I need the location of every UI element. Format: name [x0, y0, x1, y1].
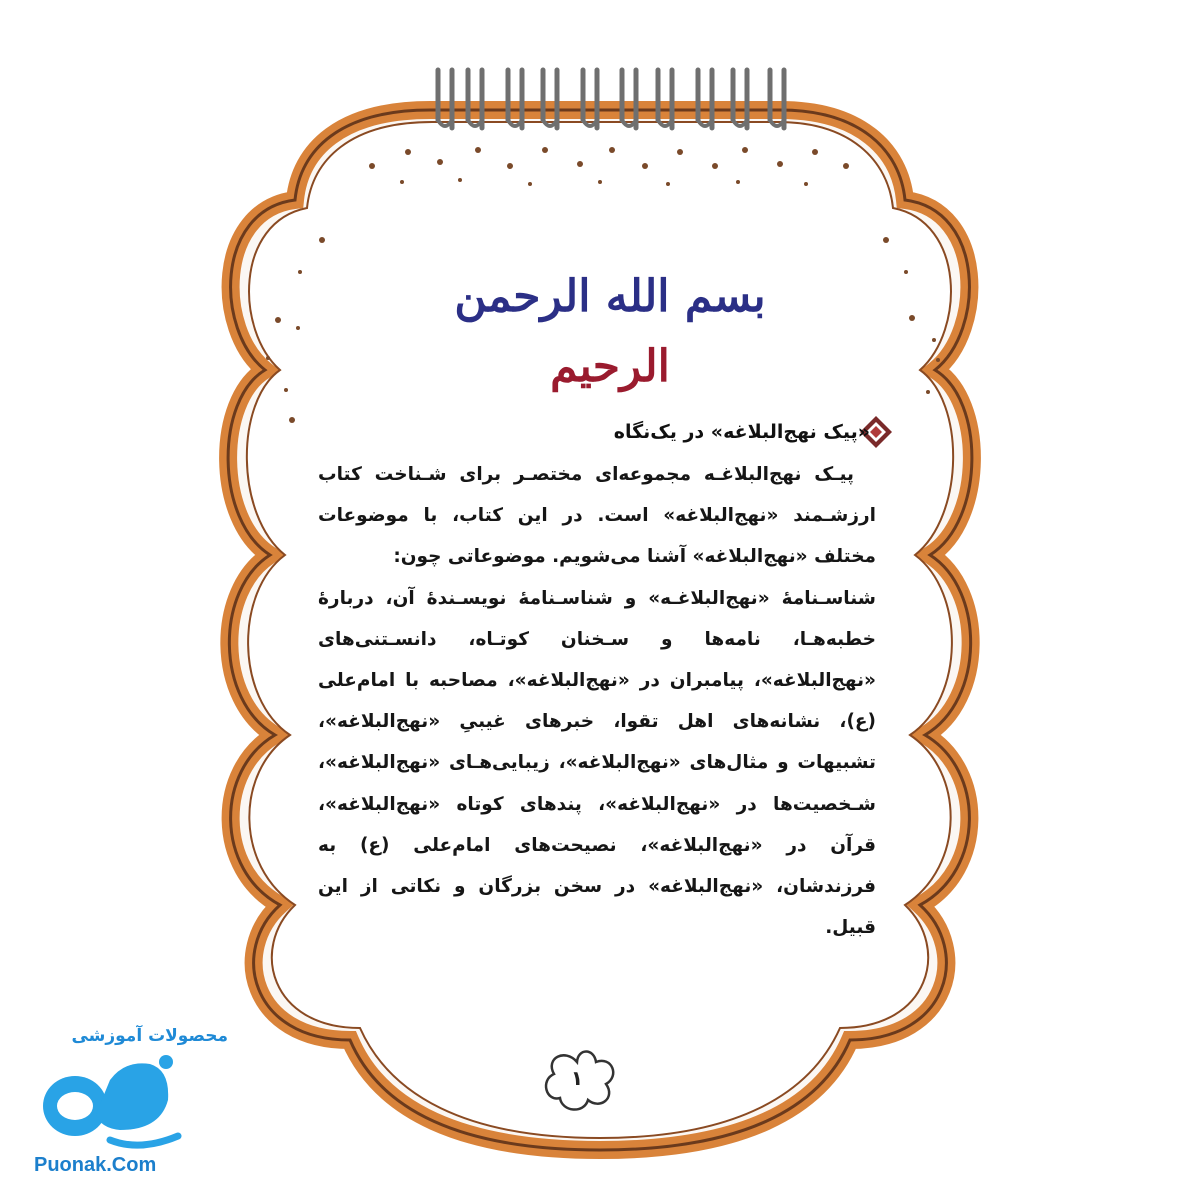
brand-tagline: محصولات آموزشی	[71, 1026, 228, 1046]
paragraph-1-text: پیـک نهج‌البلاغـه مجموعه‌ای مختصـر برای شـناخت کتاب ارزشـمند «نهج‌البلاغه» است. در این کتاب، با موضوعات مختلف «نهج‌البلاغه» آشنا می‌شویم. موضوعاتی چون:	[318, 464, 876, 568]
section-heading: «پیک نهج‌البلاغه» در یک‌نگاه	[613, 421, 870, 443]
basmala-part2: الرحيم	[550, 341, 670, 392]
brand-url: Puonak.Com	[34, 1154, 157, 1176]
basmala-part1: بسم الله الرحمن	[454, 271, 766, 322]
page-number-text: ١	[570, 1066, 584, 1090]
page-number	[552, 1058, 602, 1098]
body-text	[318, 454, 876, 939]
paragraph-2-text: شناسـنامۀ «نهج‌البلاغـه» و شناسـنامۀ نویسـندۀ آن، دربارۀ خطبه‌هـا، نامه‌ها و سـخنان کوتـاه، دانسـتنی‌های «نهج‌البلاغه»، پیامبران در «نهج‌البلاغه»، مصاحبه با امام‌علی (ع)، نشانه‌های اهل تقوا، خبرهای غیبیِ «نهج‌البلاغه»، تشبیهات و مثال‌های «نهج‌البلاغه»، زیبایی‌هـای «نهج‌البلاغه»، شـخصیت‌ها در «نهج‌البلاغه»، پندهای کوتاه «نهج‌البلاغه»، قرآن در «نهج‌البلاغه»، نصیحت‌های امام‌علی (ع) به فرزندشان، «نهج‌البلاغه» در سخن بزرگان و نکاتی از این قبیل.	[318, 587, 876, 939]
paragraph-2	[318, 578, 876, 949]
basmala	[400, 262, 820, 392]
brand-watermark	[28, 1022, 228, 1182]
paragraph-1	[318, 454, 876, 578]
